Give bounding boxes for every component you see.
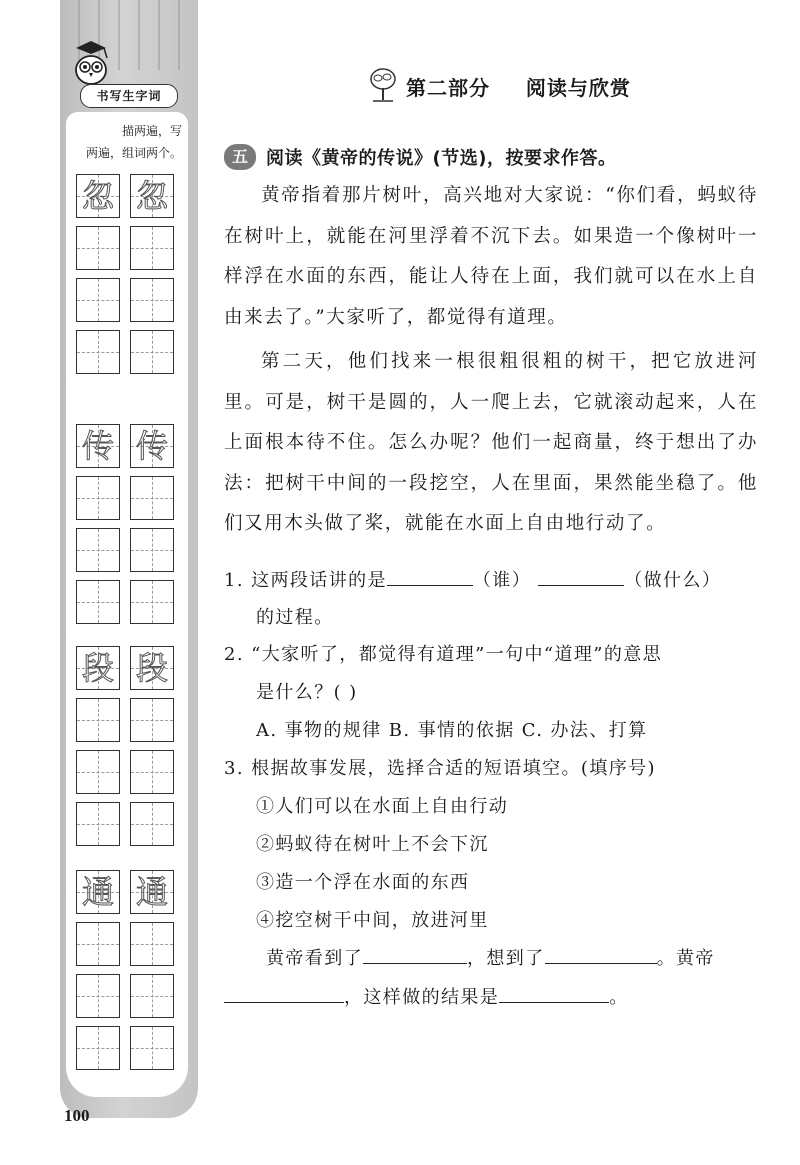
writing-cell[interactable] (76, 580, 120, 624)
writing-cell[interactable] (76, 974, 120, 1018)
writing-cell[interactable] (76, 226, 120, 270)
question-1 (224, 566, 721, 592)
passage-paragraph-2: 第二天，他们找来一根很粗很粗的树干，把它放进河里。可是，树干是圆的，人一爬上去，它就滚动起来，人在上面根本待不住。怎么办呢？他们一起商量，终于想出了办法：把树干中间的一段挖空，人在里面，果然能坐稳了。他们又用木头做了桨，就能在水面上自由地行动了。 (224, 351, 758, 534)
writing-cell[interactable] (76, 802, 120, 846)
writing-cell[interactable] (130, 580, 174, 624)
question-3-option-4: ④挖空树干中间，放进河里 (256, 910, 489, 931)
writing-cell[interactable] (76, 528, 120, 572)
writing-cell[interactable] (130, 476, 174, 520)
writing-cell[interactable] (130, 226, 174, 270)
question-1-end: 的过程。 (256, 607, 334, 628)
fill-text-saw: 黄帝看到了 (266, 948, 363, 969)
trace-character: 通 (135, 873, 168, 911)
practice-panel (66, 112, 188, 1097)
question-1-stem: 1. 这两段话讲的是 (224, 570, 387, 591)
writing-cell[interactable] (130, 974, 174, 1018)
answer-blank-saw[interactable] (363, 945, 467, 964)
section-heading (224, 144, 616, 170)
trace-character-cell[interactable] (130, 174, 174, 218)
question-3-fill-line-1 (266, 944, 715, 970)
practice-instruction (66, 120, 182, 164)
trace-character: 段 (135, 649, 168, 687)
fill-text-result: ，这样做的结果是 (344, 987, 500, 1008)
trace-character-cell[interactable] (76, 646, 120, 690)
trace-character-cell[interactable] (130, 870, 174, 914)
writing-cell[interactable] (76, 922, 120, 966)
fill-text-huangdi: 。黄帝 (656, 948, 715, 969)
answer-blank-thought[interactable] (545, 945, 657, 964)
part-title: 第二部分 阅读与欣赏 (406, 75, 631, 100)
fill-text-thought: ，想到了 (467, 948, 545, 969)
answer-blank-what[interactable] (538, 567, 624, 586)
writing-cell[interactable] (130, 802, 174, 846)
strip-title: 书写生字词 (80, 84, 178, 108)
trace-character: 段 (81, 649, 114, 687)
question-3-option-3: ③造一个浮在水面的东西 (256, 872, 470, 893)
writing-cell[interactable] (130, 750, 174, 794)
writing-cell[interactable] (76, 750, 120, 794)
trace-character: 通 (81, 873, 114, 911)
trace-character: 传 (135, 427, 168, 465)
question-1-what-hint: （做什么） (624, 570, 722, 591)
answer-blank-did[interactable] (224, 984, 344, 1003)
page-number: 100 (64, 1106, 90, 1125)
writing-cell[interactable] (76, 476, 120, 520)
writing-cell[interactable] (130, 330, 174, 374)
fill-text-end: 。 (609, 987, 629, 1008)
trace-character-cell[interactable] (130, 646, 174, 690)
question-3-option-2: ②蚂蚁待在树叶上不会下沉 (256, 834, 489, 855)
trace-character-cell[interactable] (130, 424, 174, 468)
trace-character-cell[interactable] (76, 870, 120, 914)
question-1-who-hint: （谁） (472, 570, 532, 591)
section-number-badge: 五 (224, 144, 256, 170)
trace-character: 忽 (81, 177, 114, 215)
question-3: 3. 根据故事发展，选择合适的短语填空。(填序号) (224, 758, 656, 779)
writing-cell[interactable] (76, 278, 120, 322)
question-3-fill-line-2 (224, 983, 629, 1009)
answer-blank-who[interactable] (387, 567, 473, 586)
writing-cell[interactable] (76, 330, 120, 374)
writing-cell[interactable] (130, 528, 174, 572)
tree-icon (368, 66, 398, 106)
writing-cell[interactable] (76, 698, 120, 742)
reading-passage (224, 176, 758, 545)
question-2: 2. “大家听了，都觉得有道理”一句中“道理”的意思 (224, 644, 663, 665)
trace-character: 忽 (135, 177, 168, 215)
practice-instruction-line1: 描两遍，写 (121, 124, 182, 138)
question-2-answer-paren[interactable]: 是什么？( ) (256, 682, 358, 703)
trace-character-cell[interactable] (76, 424, 120, 468)
writing-cell[interactable] (130, 1026, 174, 1070)
owl-mascot-icon (70, 38, 112, 86)
question-3-option-1: ①人们可以在水面上自由行动 (256, 796, 509, 817)
writing-cell[interactable] (76, 1026, 120, 1070)
part-header (368, 66, 631, 106)
writing-cell[interactable] (130, 278, 174, 322)
answer-blank-result[interactable] (499, 984, 609, 1003)
trace-character: 传 (81, 427, 114, 465)
passage-paragraph-1: 黄帝指着那片树叶，高兴地对大家说：“你们看，蚂蚁待在树叶上，就能在河里浮着不沉下去。如果造一个像树叶一样浮在水面的东西，能让人待在上面，我们就可以在水上自由来去了。”大家听了，都觉得有道理。 (224, 185, 758, 328)
section-instruction: 阅读《黄帝的传说》(节选)，按要求作答。 (266, 148, 617, 169)
writing-cell[interactable] (130, 922, 174, 966)
writing-cell[interactable] (130, 698, 174, 742)
question-2-options: A. 事物的规律 B. 事情的依据 C. 办法、打算 (256, 720, 648, 741)
trace-character-cell[interactable] (76, 174, 120, 218)
practice-instruction-line2: 两遍，组词两个。 (85, 146, 182, 160)
